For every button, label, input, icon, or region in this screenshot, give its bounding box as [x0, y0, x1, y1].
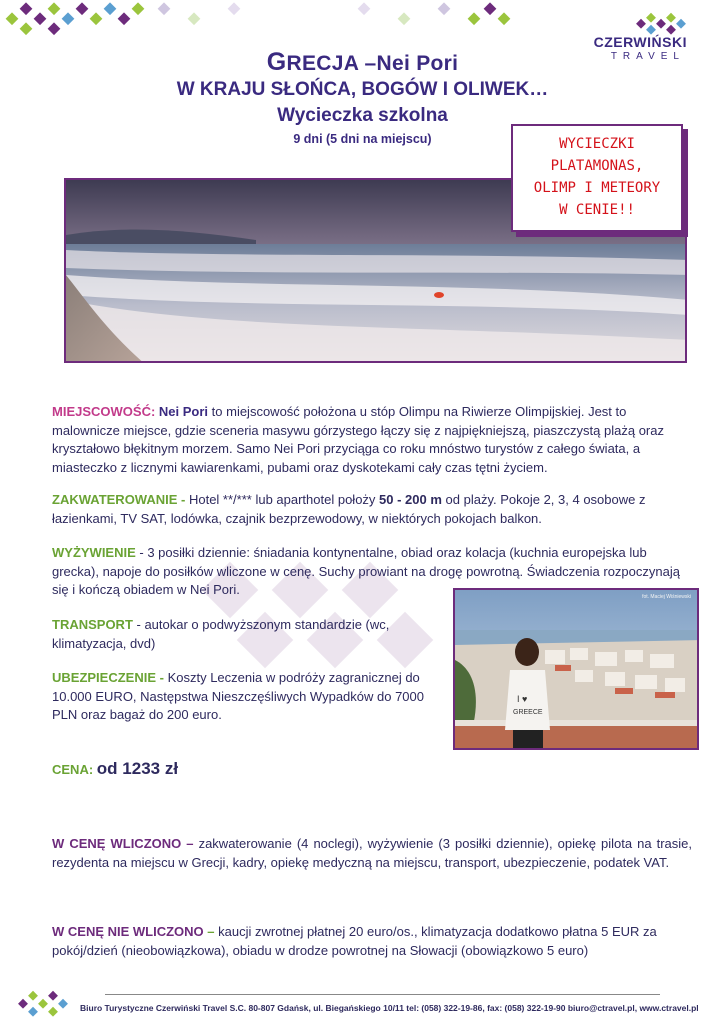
town-photo	[453, 588, 699, 750]
promo-line-2: PLATAMONAS,	[550, 158, 644, 174]
location-text: to miejscowość położona u stóp Olimpu na Riwierze Olimpijskiej. Jest to malownicze miejsce, gdzie sceneria masywu górzystego łączy się z najpiękniejszą, piaszczystą plażą oraz kryształowo błękitnym morzem. Samo Nei Pori przyciąga co roku mnóstwo turystów z całego świata, a miasteczko z licznymi kawiarenkami, pubami oraz dyskotekami cały czas tętni życiem.	[52, 404, 664, 475]
promo-line-4: W CENIE!!	[559, 202, 635, 218]
accommodation-text-a: Hotel **/*** lub aparthotel położy	[185, 492, 380, 507]
included-section	[52, 835, 692, 872]
svg-text:I ♥: I ♥	[517, 694, 528, 704]
trip-duration: 9 dni (5 dni na miejscu)	[293, 132, 432, 146]
top-left-mosaic-decoration	[0, 0, 520, 40]
accommodation-text-b: od plaży. Pokoje 2, 3, 4 osobowe z łazienkami, TV SAT, lodówka, czajnik bezprzewodowy, w niektórych pokojach balkon.	[52, 492, 646, 526]
accommodation-distance: 50 - 200 m	[379, 492, 442, 507]
insurance-label: UBEZPIECZENIE -	[52, 670, 164, 685]
accommodation-label: ZAKWATEROWANIE -	[52, 492, 186, 507]
trip-type: Wycieczka szkolna	[277, 105, 448, 126]
town-photo-image	[455, 590, 699, 750]
transport-text: - autokar o podwyższonym standardzie (wc, klimatyzacja, dvd)	[52, 617, 390, 651]
excluded-text: kaucji zwrotnej płatnej 20 euro/os., klimatyzacja dodatkowo płatna 5 EUR za pokój/dzień (nieobowiązkowa), obiadu w drodze powrotnej na Słowacji (obowiązkowo 5 euro)	[52, 924, 657, 958]
location-section	[52, 403, 692, 477]
transport-label: TRANSPORT	[52, 617, 133, 632]
page-subtitle: W KRAJU SŁOŃCA, BOGÓW I OLIWEK…	[176, 79, 549, 100]
price-section	[52, 760, 692, 780]
excluded-section	[52, 923, 692, 960]
promo-line-1: WYCIECZKI	[559, 136, 635, 152]
title-first-letter: G	[266, 48, 287, 76]
footer-divider	[105, 994, 660, 995]
svg-text:GREECE: GREECE	[513, 709, 543, 716]
promo-box	[511, 124, 683, 232]
promo-line-3: OLIMP I METEORY	[533, 180, 661, 196]
insurance-section	[52, 669, 432, 725]
footer-contact: Biuro Turystyczne Czerwiński Travel S.C. 80-807 Gdańsk, ul. Biegańskiego 10/11 tel: (058) 322-19-86, fax: (058) 322-19-90 biuro@ctravel.pl, www.ctravel.pl	[80, 1003, 699, 1013]
insurance-text: Koszty Leczenia w podróży zagranicznej do 10.000 EURO, Następstwa Nieszczęśliwych Wypadków do 7000 PLN oraz bagaż do 200 euro.	[52, 670, 424, 722]
title-rest: RECJA	[286, 52, 359, 75]
accommodation-section	[52, 491, 692, 528]
page-title	[0, 48, 725, 77]
transport-section	[52, 616, 432, 653]
excluded-dash: –	[203, 924, 215, 939]
photo-credit: fot. Maciej Wiśniewski	[642, 594, 691, 600]
location-label: MIEJSCOWOŚĆ:	[52, 404, 156, 419]
footer-mosaic-icon	[16, 988, 72, 1018]
included-label: W CENĘ WLICZONO –	[52, 836, 194, 851]
included-text: zakwaterowanie (4 noclegi), wyżywienie (3 posiłki dziennie), opiekę pilota na trasie, rezydenta na miejscu w Grecji, kadry, opiekę medyczną na miejscu, transport, ubezpieczenie, podatek VAT.	[52, 836, 693, 870]
excluded-label: W CENĘ NIE WLICZONO	[52, 924, 204, 939]
price-label: CENA:	[52, 762, 94, 777]
meals-text: - 3 posiłki dziennie: śniadania kontynentalne, obiad oraz kolacja (kuchnia europejska lub grecka), napoje do posiłków wliczone w cenę. Suchy prowiant na drogę powrotną. Świadczenia rozpoczynają się i kończą obiadem w Nei Pori.	[52, 545, 680, 597]
price-value: od 1233 zł	[96, 759, 179, 778]
czerwinski-logo-icon	[628, 12, 688, 36]
mosaic-pattern-icon	[0, 0, 520, 40]
logo-name: CZERWIŃSKI	[593, 34, 687, 50]
logo-subtitle: TRAVEL	[610, 51, 685, 62]
meals-label: WYŻYWIENIE	[52, 545, 136, 560]
title-suffix: –Nei Pori	[358, 52, 459, 75]
location-name: Nei Pori	[158, 404, 209, 419]
